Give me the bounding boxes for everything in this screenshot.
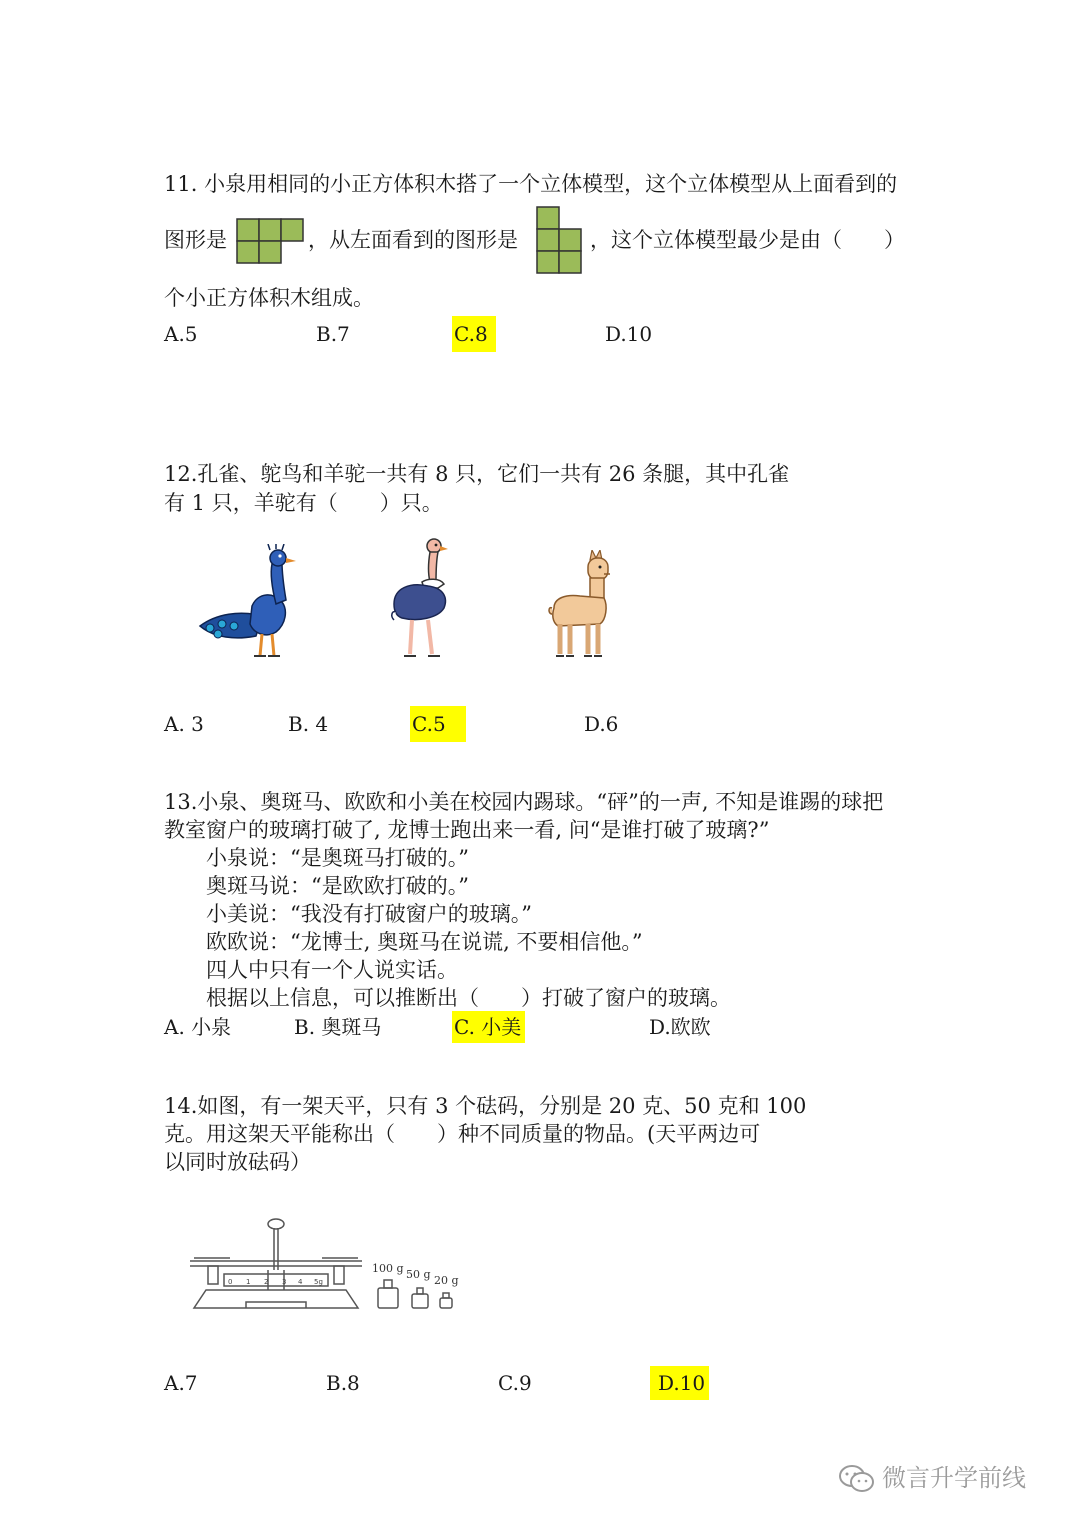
watermark — [838, 1458, 1026, 1494]
q11-option-d: D.10 — [605, 322, 653, 346]
scale-tick: 1 — [246, 1278, 251, 1286]
q13-statement: 欧欧说：“龙博士, 奥斑马在说谎, 不要相信他。” — [206, 930, 643, 954]
q12-option-a: A. 3 — [164, 712, 204, 736]
q11-text-line3: 个小正方体积木组成。 — [164, 286, 374, 310]
top-view-cell — [237, 219, 259, 241]
scale-tick: 3 — [282, 1278, 287, 1286]
top-view-cell — [259, 219, 281, 241]
ostrich-icon — [388, 538, 458, 660]
peacock-icon — [196, 544, 306, 660]
q11-left-view-figure — [536, 206, 584, 274]
q11-answer-highlight: C.8 — [452, 316, 496, 352]
q14-option-b: B.8 — [326, 1371, 360, 1395]
q13-answer-highlight: C. 小美 — [452, 1011, 525, 1043]
q13-option-d: D.欧欧 — [649, 1015, 711, 1039]
wechat-logo-icon — [838, 1464, 876, 1494]
q13-option-a: A. 小泉 — [164, 1015, 232, 1039]
q14-option-a: A.7 — [164, 1371, 198, 1395]
q12-text-line2: 有 1 只，羊驼有（ ）只。 — [164, 491, 443, 515]
q13-option-c — [452, 1011, 525, 1043]
q13-statement: 小美说：“我没有打破窗户的玻璃。” — [206, 902, 532, 926]
top-view-cell — [237, 241, 259, 263]
q12-option-c — [410, 706, 466, 742]
top-view-cell — [281, 219, 303, 241]
q14-answer-highlight: D.10 — [650, 1366, 709, 1400]
q14-option-d — [650, 1366, 709, 1400]
q13-text-line2: 教室窗户的玻璃打破了, 龙博士跑出来一看, 问“是谁打破了玻璃?” — [164, 818, 770, 842]
q11-option-b: B.7 — [316, 322, 350, 346]
q12-text-line1: 12.孔雀、鸵鸟和羊驼一共有 8 只，它们一共有 26 条腿，其中孔雀 — [164, 462, 790, 486]
q13-text-line1: 13.小泉、奥斑马、欧欧和小美在校园内踢球。“砰”的一声, 不知是谁踢的球把 — [164, 790, 884, 814]
q12-answer-highlight: C.5 — [410, 706, 466, 742]
balance-scale-figure — [186, 1214, 466, 1318]
alpaca-icon — [546, 550, 618, 658]
q13-statement: 奥斑马说：“是欧欧打破的。” — [206, 874, 469, 898]
left-view-cell — [537, 207, 559, 229]
q14-text-line1: 14.如图，有一架天平，只有 3 个砝码，分别是 20 克、50 克和 100 — [164, 1094, 807, 1118]
scale-tick: 0 — [228, 1278, 233, 1286]
scale-tick: 5g — [314, 1278, 323, 1286]
q11-text-line2-a: 图形是 — [164, 228, 227, 252]
q13-option-b: B. 奥斑马 — [294, 1015, 382, 1039]
left-view-cell — [559, 229, 581, 251]
left-view-cell — [559, 251, 581, 273]
q11-text-line2-c: ，这个立体模型最少是由（ ） — [590, 228, 905, 252]
scale-tick: 2 — [264, 1278, 269, 1286]
weight-label-20g: 20 g — [434, 1274, 459, 1287]
left-view-cell — [537, 251, 559, 273]
q11-text-line1: 11. 小泉用相同的小正方体积木搭了一个立体模型，这个立体模型从上面看到的 — [164, 172, 898, 196]
q13-statement: 小泉说：“是奥斑马打破的。” — [206, 846, 469, 870]
top-view-cell — [259, 241, 281, 263]
q13-statement: 四人中只有一个人说实话。 — [206, 958, 458, 982]
q12-option-b: B. 4 — [288, 712, 329, 736]
q11-top-view-figure — [236, 218, 304, 264]
q12-option-d: D.6 — [584, 712, 619, 736]
q11-text-line2-b: ，从左面看到的图形是 — [308, 228, 518, 252]
q14-text-line2: 克。用这架天平能称出（ ）种不同质量的物品。(天平两边可 — [164, 1122, 761, 1146]
q13-statement: 根据以上信息，可以推断出（ ）打破了窗户的玻璃。 — [206, 986, 731, 1010]
q14-option-c: C.9 — [498, 1371, 532, 1395]
weight-label-100g: 100 g — [372, 1262, 404, 1275]
weight-label-50g: 50 g — [406, 1268, 431, 1281]
left-view-cell — [537, 229, 559, 251]
scale-tick: 4 — [298, 1278, 303, 1286]
q14-text-line3: 以同时放砝码） — [164, 1150, 311, 1174]
watermark-text: 微言升学前线 — [882, 1464, 1026, 1492]
q11-option-c — [452, 316, 496, 352]
q11-option-a: A.5 — [164, 322, 198, 346]
